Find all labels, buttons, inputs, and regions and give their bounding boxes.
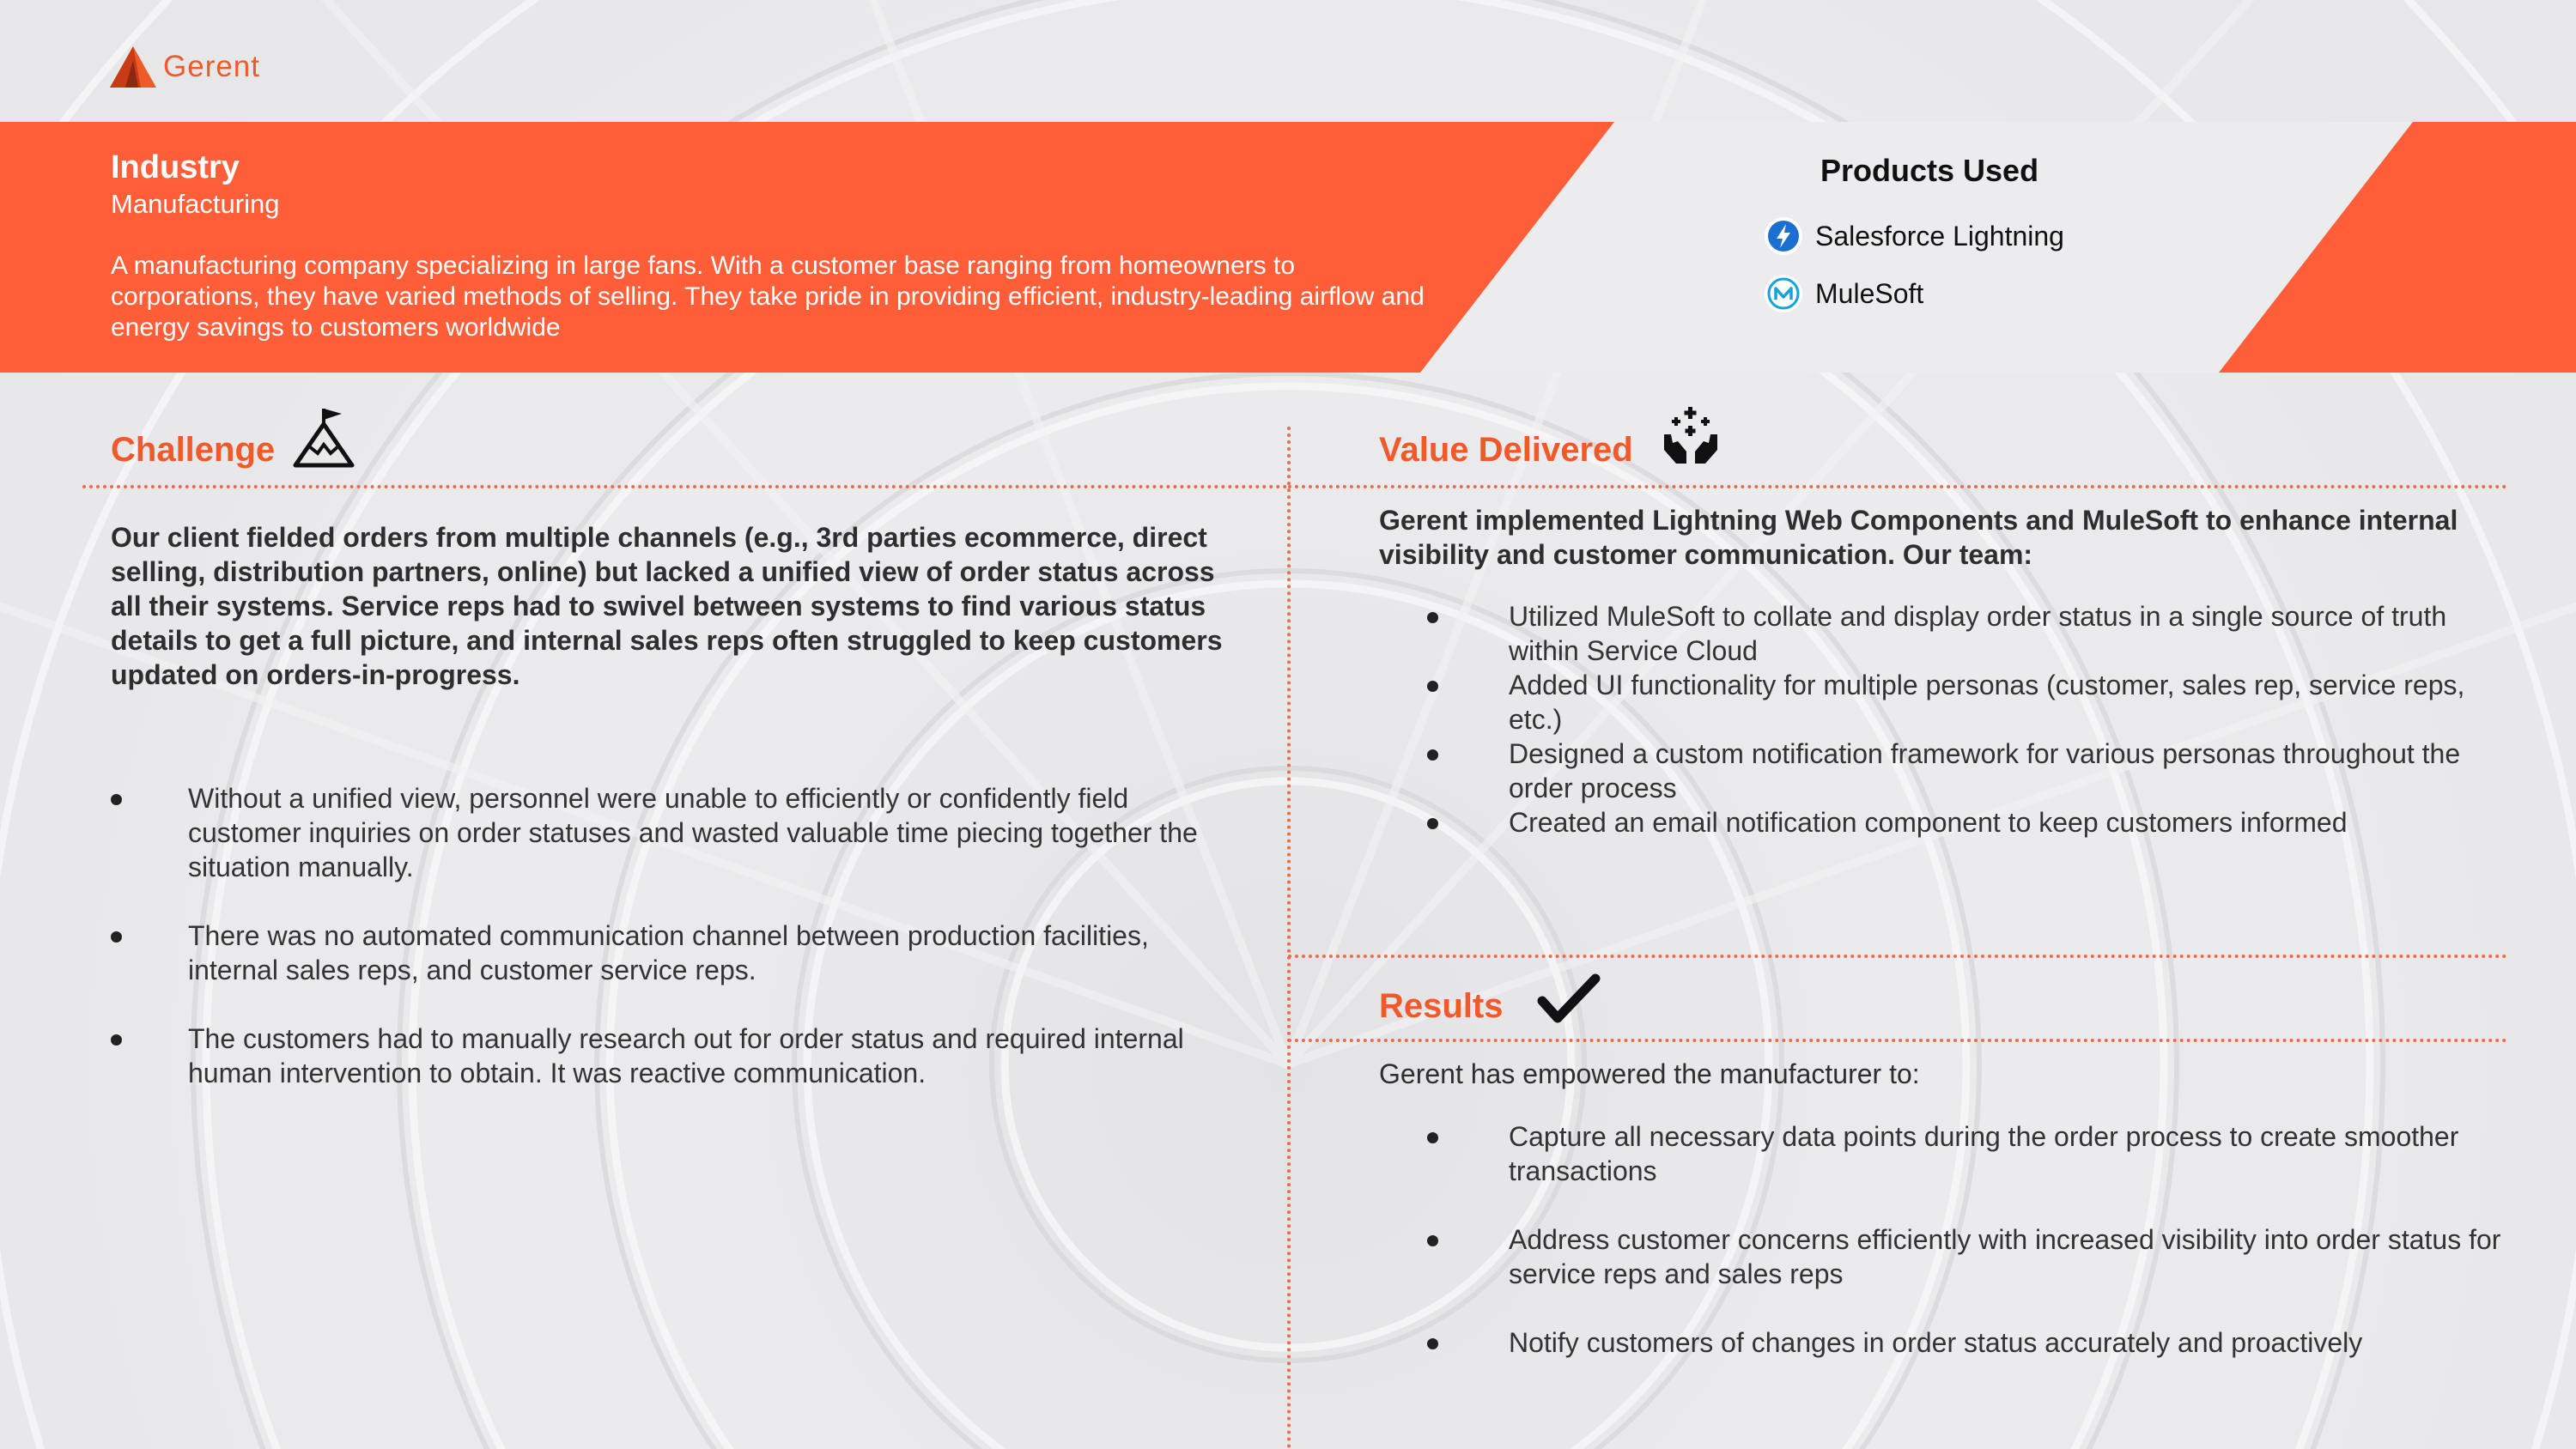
list-item: There was no automated communication channel between production facilities, internal sales reps, and customer service reps.	[111, 919, 1218, 987]
product-label: MuleSoft	[1815, 277, 1924, 309]
list-item: Created an email notification component to keep customers informed	[1425, 805, 2490, 840]
results-divider	[1288, 1039, 2507, 1042]
lightning-icon	[1764, 216, 1803, 256]
challenge-divider	[82, 485, 1288, 488]
industry-description: A manufacturing company specializing in large fans. With a customer base ranging from homeowners to corporations, they have varied methods of selling. They take pride in providing efficient, industry-leading airflow and energy savings to customers worldwide	[111, 252, 1425, 342]
list-item: Notify customers of changes in order status accurately and proactively	[1425, 1325, 2507, 1360]
challenge-title: Challenge	[111, 431, 276, 469]
value-intro: Gerent implemented Lightning Web Components and MuleSoft to enhance internal visibility and customer communication. Our team:	[1379, 505, 2458, 570]
logo-text: Gerent	[163, 50, 260, 83]
results-top-divider	[1288, 955, 2507, 958]
results-intro: Gerent has empowered the manufacturer to:	[1379, 1058, 1920, 1089]
value-divider	[1288, 485, 2507, 488]
product-mulesoft	[1764, 274, 1923, 313]
list-item: Utilized MuleSoft to collate and display order status in a single source of truth within Service Cloud	[1425, 599, 2490, 668]
list-item: The customers had to manually research out for order status and required internal human intervention to obtain. It was reactive communication.	[111, 1022, 1218, 1090]
results-title: Results	[1379, 987, 1504, 1025]
challenge-bullets	[111, 781, 1218, 1090]
mulesoft-icon	[1764, 274, 1803, 313]
checkmark-icon	[1537, 973, 1601, 1027]
results-bullets	[1425, 1119, 2507, 1360]
vertical-divider	[1287, 427, 1291, 1449]
product-label: Salesforce Lightning	[1815, 220, 2064, 252]
product-salesforce	[1764, 216, 2064, 256]
gerent-triangle-icon	[108, 45, 158, 89]
products-title: Products Used	[1820, 153, 2039, 188]
value-title: Value Delivered	[1379, 431, 1633, 469]
industry-value: Manufacturing	[111, 189, 280, 219]
list-item: Capture all necessary data points during the order process to create smoother transactions	[1425, 1119, 2507, 1188]
list-item: Added UI functionality for multiple personas (customer, sales rep, service reps, etc.)	[1425, 668, 2490, 737]
gerent-logo	[108, 45, 260, 89]
list-item: Designed a custom notification framework for various personas throughout the order process	[1425, 737, 2490, 805]
list-item: Without a unified view, personnel were unable to efficiently or confidently field customer inquiries on order statuses and wasted valuable time piecing together the situation manually.	[111, 781, 1218, 884]
challenge-intro: Our client fielded orders from multiple channels (e.g., 3rd parties ecommerce, direct selling, distribution partners, online) but lacked a unified view of order status across all their systems. Service reps had to swivel between systems to find various status details to get a full picture, and internal sales reps often struggled to keep customers updated on orders-in-progress.	[111, 522, 1223, 690]
value-bullets	[1425, 599, 2490, 840]
industry-label: Industry	[111, 149, 240, 185]
hands-sparkle-icon	[1661, 405, 1721, 467]
list-item: Address customer concerns efficiently with increased visibility into order status for service reps and sales reps	[1425, 1222, 2507, 1291]
mountain-flag-icon	[292, 405, 355, 469]
